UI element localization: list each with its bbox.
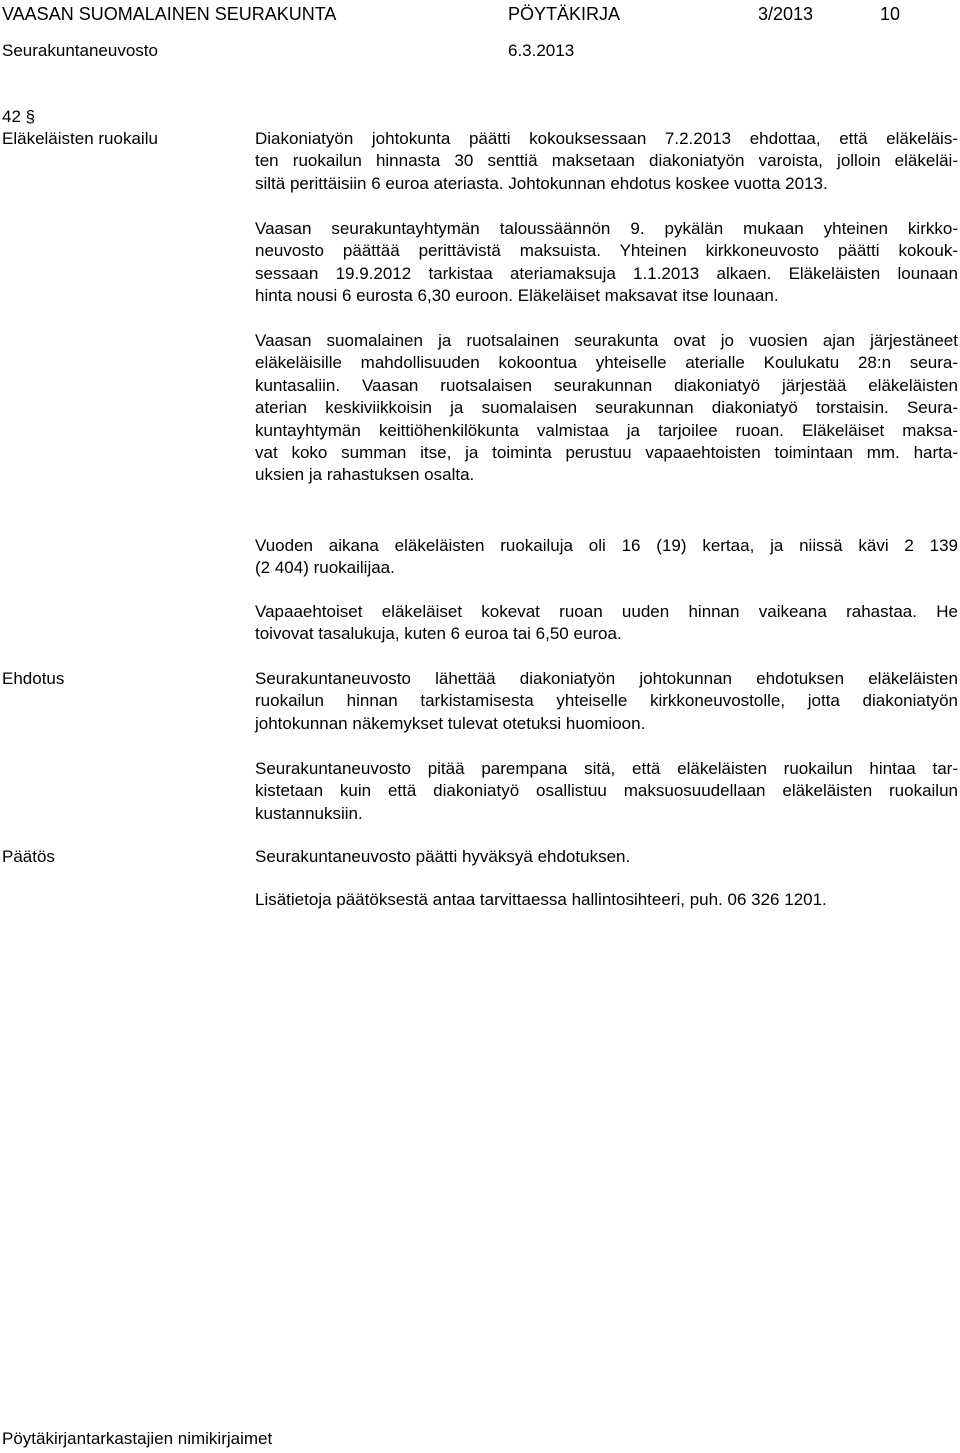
- footer-signature-label: Pöytäkirjantarkastajien nimikirjaimet: [2, 1429, 273, 1448]
- text-line: kistetaan kuin että diakoniatyö osallistuu maksuosuudellaan eläkeläisten ruokailun: [255, 781, 958, 801]
- text-line: johtokunnan näkemykset tulevat otetuksi huomioon.: [255, 713, 646, 733]
- header-doc-number: 3/2013: [758, 4, 814, 24]
- section-number: 42: [2, 107, 21, 126]
- paragraph-contact: [255, 889, 958, 911]
- section-title: Eläkeläisten ruokailu: [2, 129, 158, 148]
- text-line: toivovat tasalukuja, kuten 6 euroa tai 6,50 euroa.: [255, 624, 622, 644]
- decision-label: Päätös: [2, 847, 55, 866]
- text-line: Seurakuntaneuvosto pitää parempana sitä, että eläkeläisten ruokailun hintaa tar-: [255, 759, 958, 778]
- text-line: vat koko summan itse, ja toiminta perustuu vapaaehtoisten toimintaan mm. harta-: [255, 443, 958, 463]
- text-line: Vapaaehtoiset eläkeläiset kokevat ruoan uuden hinnan vaikeana rahastaa. He: [255, 602, 958, 621]
- paragraph-statistics: [255, 535, 958, 580]
- section-mark: §: [25, 107, 36, 126]
- paragraph-decision: [255, 846, 958, 868]
- text-line: ruokailun hinnan tarkistamisesta yhteiselle kirkkoneuvostolle, jotta diakoniatyön: [255, 691, 958, 711]
- paragraph-preference: [255, 758, 958, 825]
- text-line: ten ruokailun hinnasta 30 senttiä maksetaan diakoniatyön varoista, jolloin eläkeläi-: [255, 151, 958, 171]
- text-line: Vuoden aikana eläkeläisten ruokailuja oli 16 (19) kertaa, ja niissä kävi 2 139: [255, 536, 958, 555]
- text-line: kuntayhtymän keittiöhenkilökunta valmistaa ja tarjoilee ruoan. Eläkeläiset maksa-: [255, 420, 958, 440]
- header-date: 6.3.2013: [508, 41, 575, 60]
- text-line: neuvosto päättää perittävistä maksuista. Yhteinen kirkkoneuvosto päätti kokouk-: [255, 241, 958, 261]
- text-line: Vaasan seurakuntayhtymän taloussäännön 9. pykälän mukaan yhteinen kirkko-: [255, 219, 958, 238]
- paragraph-arrangement: [255, 330, 958, 487]
- text-line: Vaasan suomalainen ja ruotsalainen seurakunta ovat jo vuosien ajan järjestäneet: [255, 331, 958, 350]
- text-line: uksien ja rahastuksen osalta.: [255, 465, 475, 485]
- header-body: Seurakuntaneuvosto: [2, 41, 158, 60]
- header-page-number: 10: [880, 4, 901, 24]
- text-line: Lisätietoja päätöksestä antaa tarvittaessa hallintosihteeri, puh. 06 326 1201.: [255, 890, 827, 909]
- text-line: Seurakuntaneuvosto lähettää diakoniatyön johtokunnan ehdotuksen eläkeläisten: [255, 669, 958, 688]
- text-line: aterian keskiviikkoisin ja suomalaisen seurakunnan diakoniatyö torstaisin. Seura-: [255, 398, 958, 418]
- paragraph-background: [255, 128, 958, 195]
- proposal-label: Ehdotus: [2, 669, 65, 688]
- header-doc-type: PÖYTÄKIRJA: [508, 4, 621, 24]
- text-line: Diakoniatyön johtokunta päätti kokouksessaan 7.2.2013 ehdottaa, että eläkeläis-: [255, 129, 958, 148]
- paragraph-proposal: [255, 668, 958, 735]
- paragraph-volunteers: [255, 601, 958, 646]
- text-line: Seurakuntaneuvosto päätti hyväksyä ehdotuksen.: [255, 847, 631, 866]
- text-line: kuntasaliin. Vaasan ruotsalaisen seurakunnan diakoniatyö järjestää eläkeläisten: [255, 375, 958, 395]
- header-org: VAASAN SUOMALAINEN SEURAKUNTA: [2, 4, 337, 24]
- text-line: siltä perittäisiin 6 euroa ateriasta. Johtokunnan ehdotus koskee vuotta 2013.: [255, 173, 828, 193]
- text-line: eläkeläisille mahdollisuuden kokoontua yhteiselle aterialle Koulukatu 28:n seura-: [255, 353, 958, 373]
- section-heading: [2, 106, 35, 128]
- paragraph-regulation: [255, 218, 958, 308]
- text-line: sessaan 19.9.2012 tarkistaa ateriamaksuja 1.1.2013 alkaen. Eläkeläisten lounaan: [255, 263, 958, 283]
- text-line: hinta nousi 6 eurosta 6,30 euroon. Eläkeläiset maksavat itse lounaan.: [255, 286, 779, 306]
- text-line: (2 404) ruokailijaa.: [255, 558, 395, 578]
- text-line: kustannuksiin.: [255, 803, 363, 823]
